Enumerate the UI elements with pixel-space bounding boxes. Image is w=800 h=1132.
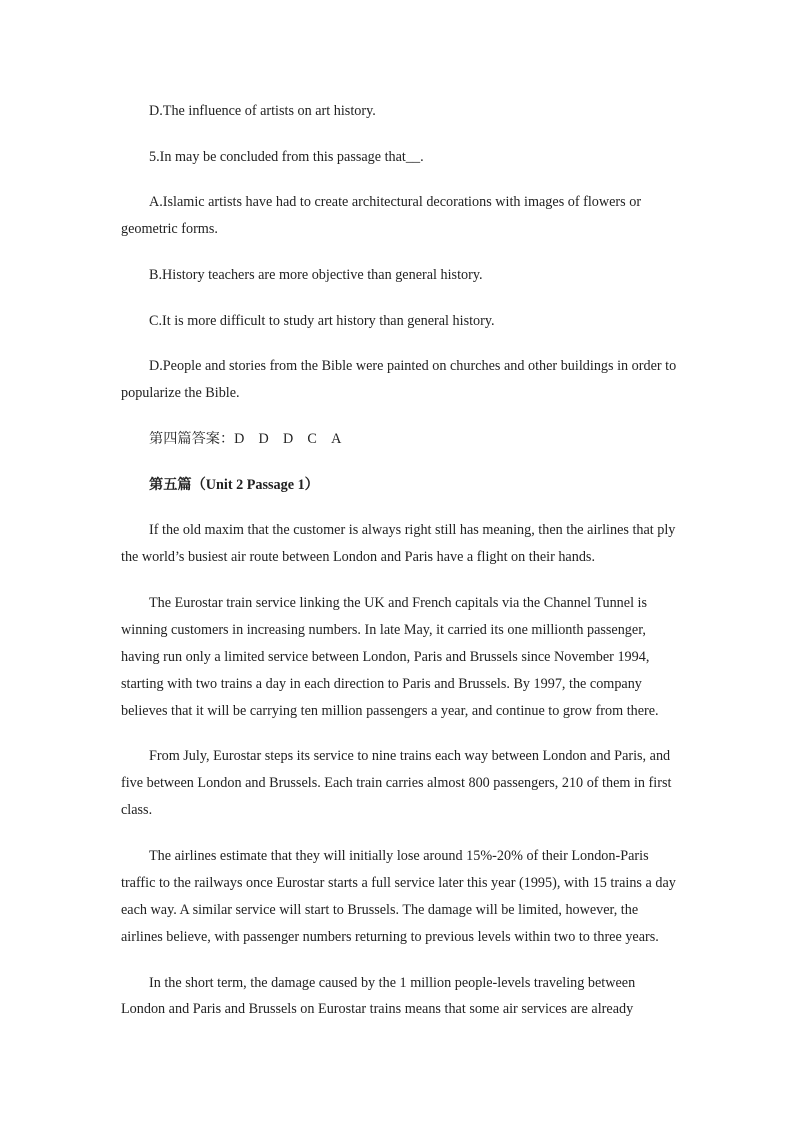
paragraph-line: starting with two trains a day in each direction to Paris and Brussels. By 1997, the company: [121, 676, 642, 692]
answer-key-line: 第四篇答案：D D D C A: [149, 431, 342, 447]
paragraph-line: five between London and Brussels. Each train carries almost 800 passengers, 210 of them in first: [121, 775, 672, 791]
paragraph-line: The airlines estimate that they will initially lose around 15%-20% of their London-Paris: [149, 848, 649, 864]
question-5-line: 5.In may be concluded from this passage that__.: [149, 149, 424, 165]
paragraph-line: The Eurostar train service linking the UK and French capitals via the Channel Tunnel is: [149, 595, 648, 611]
paragraph-line: class.: [121, 802, 153, 818]
option-a-continuation-line: geometric forms.: [121, 221, 218, 237]
option-d2-continuation-line: popularize the Bible.: [121, 385, 240, 401]
paragraph-line: airlines believe, with passenger numbers returning to previous levels within two to three years.: [121, 929, 659, 945]
paragraph-line: the world’s busiest air route between London and Paris have a flight on their hands.: [121, 549, 595, 565]
paragraph-line: traffic to the railways once Eurostar starts a full service later this year (1995), with 15 trains a day: [121, 875, 676, 891]
option-d2-line: D.People and stories from the Bible were painted on churches and other buildings in order to: [149, 358, 677, 374]
paragraph-line: each way. A similar service will start to Brussels. The damage will be limited, however, the: [121, 902, 639, 918]
option-b-line: B.History teachers are more objective than general history.: [149, 267, 483, 283]
paragraph-line: winning customers in increasing numbers. In late May, it carried its one millionth passenger,: [121, 622, 646, 638]
paragraph-line: having run only a limited service between London, Paris and Brussels since November 1994,: [121, 649, 650, 665]
option-c-line: C.It is more difficult to study art history than general history.: [149, 313, 495, 329]
paragraph-line: London and Paris and Brussels on Eurostar trains means that some air services are already: [121, 1001, 634, 1017]
paragraph-line: In the short term, the damage caused by the 1 million people-levels traveling between: [149, 975, 636, 991]
section-heading: 第五篇（Unit 2 Passage 1）: [149, 477, 319, 493]
paragraph-line: believes that it will be carrying ten million passengers a year, and continue to grow from there.: [121, 703, 659, 719]
paragraph-line: From July, Eurostar steps its service to nine trains each way between London and Paris, and: [149, 748, 671, 764]
option-d-line: D.The influence of artists on art history.: [149, 103, 376, 119]
paragraph-line: If the old maxim that the customer is always right still has meaning, then the airlines that ply: [149, 522, 676, 538]
option-a-line: A.Islamic artists have had to create architectural decorations with images of flowers or: [149, 194, 642, 210]
